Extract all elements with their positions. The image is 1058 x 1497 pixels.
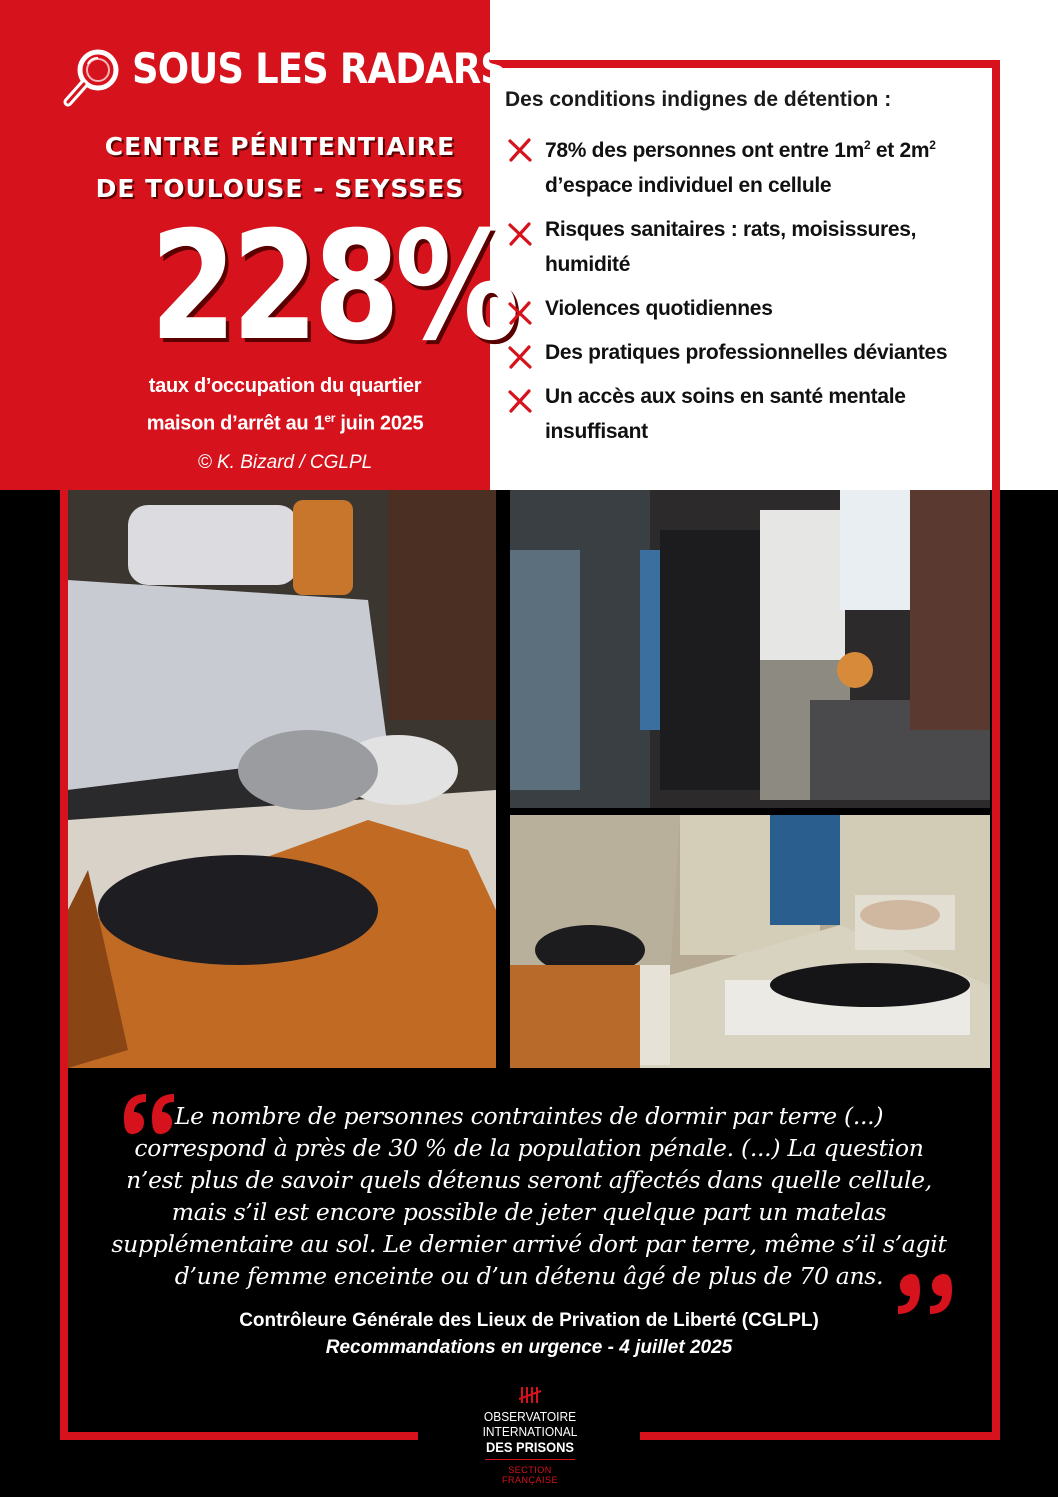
quote-reference: Recommandations en urgence - 4 juillet 2025: [325, 1337, 733, 1358]
frame-right: [992, 60, 1000, 1440]
magnifier-icon: [60, 46, 122, 108]
cross-icon: [507, 300, 533, 326]
rate-caption-sup: er: [324, 411, 336, 425]
brand-header: [60, 42, 507, 112]
condition-item: [505, 212, 985, 282]
condition-2: Risques sanitaires : rats, moisissures, humidité: [545, 218, 917, 276]
condition-5: Un accès aux soins en santé mentale insuffisant: [545, 385, 906, 443]
condition-1b: et 2m: [870, 139, 930, 162]
cross-icon: [507, 137, 533, 163]
frame-bottom-left: [60, 1432, 418, 1440]
photo-cell-detainees: [510, 490, 990, 808]
rate-caption: [90, 370, 480, 440]
quote-source: Contrôleure Générale des Lieux de Privation de Liberté (CGLPL): [239, 1310, 819, 1331]
condition-1c: d’espace individuel en cellule: [545, 174, 832, 197]
rate-caption-2a: maison d’arrêt au 1: [146, 412, 325, 435]
condition-4: Des pratiques professionnelles déviantes: [545, 341, 948, 364]
frame-top-right: [490, 60, 1000, 68]
condition-item: [505, 291, 985, 326]
condition-item: [505, 379, 985, 449]
photo-floor-sleeper: [68, 490, 496, 1068]
logo-line-1: OBSERVATOIRE INTERNATIONAL: [482, 1409, 578, 1439]
oip-logo: [430, 1385, 630, 1485]
occupancy-rate: 228%: [150, 200, 515, 374]
condition-item: [505, 335, 985, 370]
condition-1-sup2: 2: [929, 138, 936, 152]
condition-3: Violences quotidiennes: [545, 297, 773, 320]
conditions-list: [505, 128, 985, 458]
photo-cell-mattresses: [510, 815, 990, 1068]
conditions-title: Des conditions indignes de détention :: [505, 88, 892, 111]
quote-text: Le nombre de personnes contraintes de dormir par terre (...) correspond à près de 30 % de la population pénale. (...) La question n’est plus de savoir quels détenus seront affectés dans quelle cellule, mais s’il est encore possible de jeter quelque part un matelas supplémentaire au sol. Le dernier arrivé dort par terre, même s’il s’agit d’une femme enceinte ou d’un détenu âgé de plus de 70 ans.: [111, 1102, 947, 1290]
rate-caption-line-1: taux d’occupation du quartier: [148, 375, 422, 397]
cross-icon: [507, 344, 533, 370]
logo-line-3: SECTION FRANÇAISE: [485, 1459, 575, 1485]
rate-caption-line-2: [90, 402, 480, 440]
condition-item: [505, 128, 985, 203]
logo-line-2: DES PRISONS: [485, 1439, 575, 1455]
cross-icon: [507, 388, 533, 414]
photo-credit: © K. Bizard / CGLPL: [197, 452, 373, 473]
facility-line-1: CENTRE PÉNITENTIAIRE: [104, 132, 456, 161]
facility-line-2: DE TOULOUSE - SEYSSES: [95, 174, 465, 203]
rate-caption-2b: juin 2025: [335, 412, 424, 435]
tally-marks-icon: [518, 1385, 542, 1405]
cross-icon: [507, 221, 533, 247]
condition-1a: 78% des personnes ont entre 1m: [545, 139, 864, 162]
frame-left: [60, 135, 68, 1440]
frame-bottom-right: [640, 1432, 1000, 1440]
brand-title: SOUS LES RADARS: [132, 44, 507, 93]
condition-1-sup1: 2: [863, 138, 871, 152]
